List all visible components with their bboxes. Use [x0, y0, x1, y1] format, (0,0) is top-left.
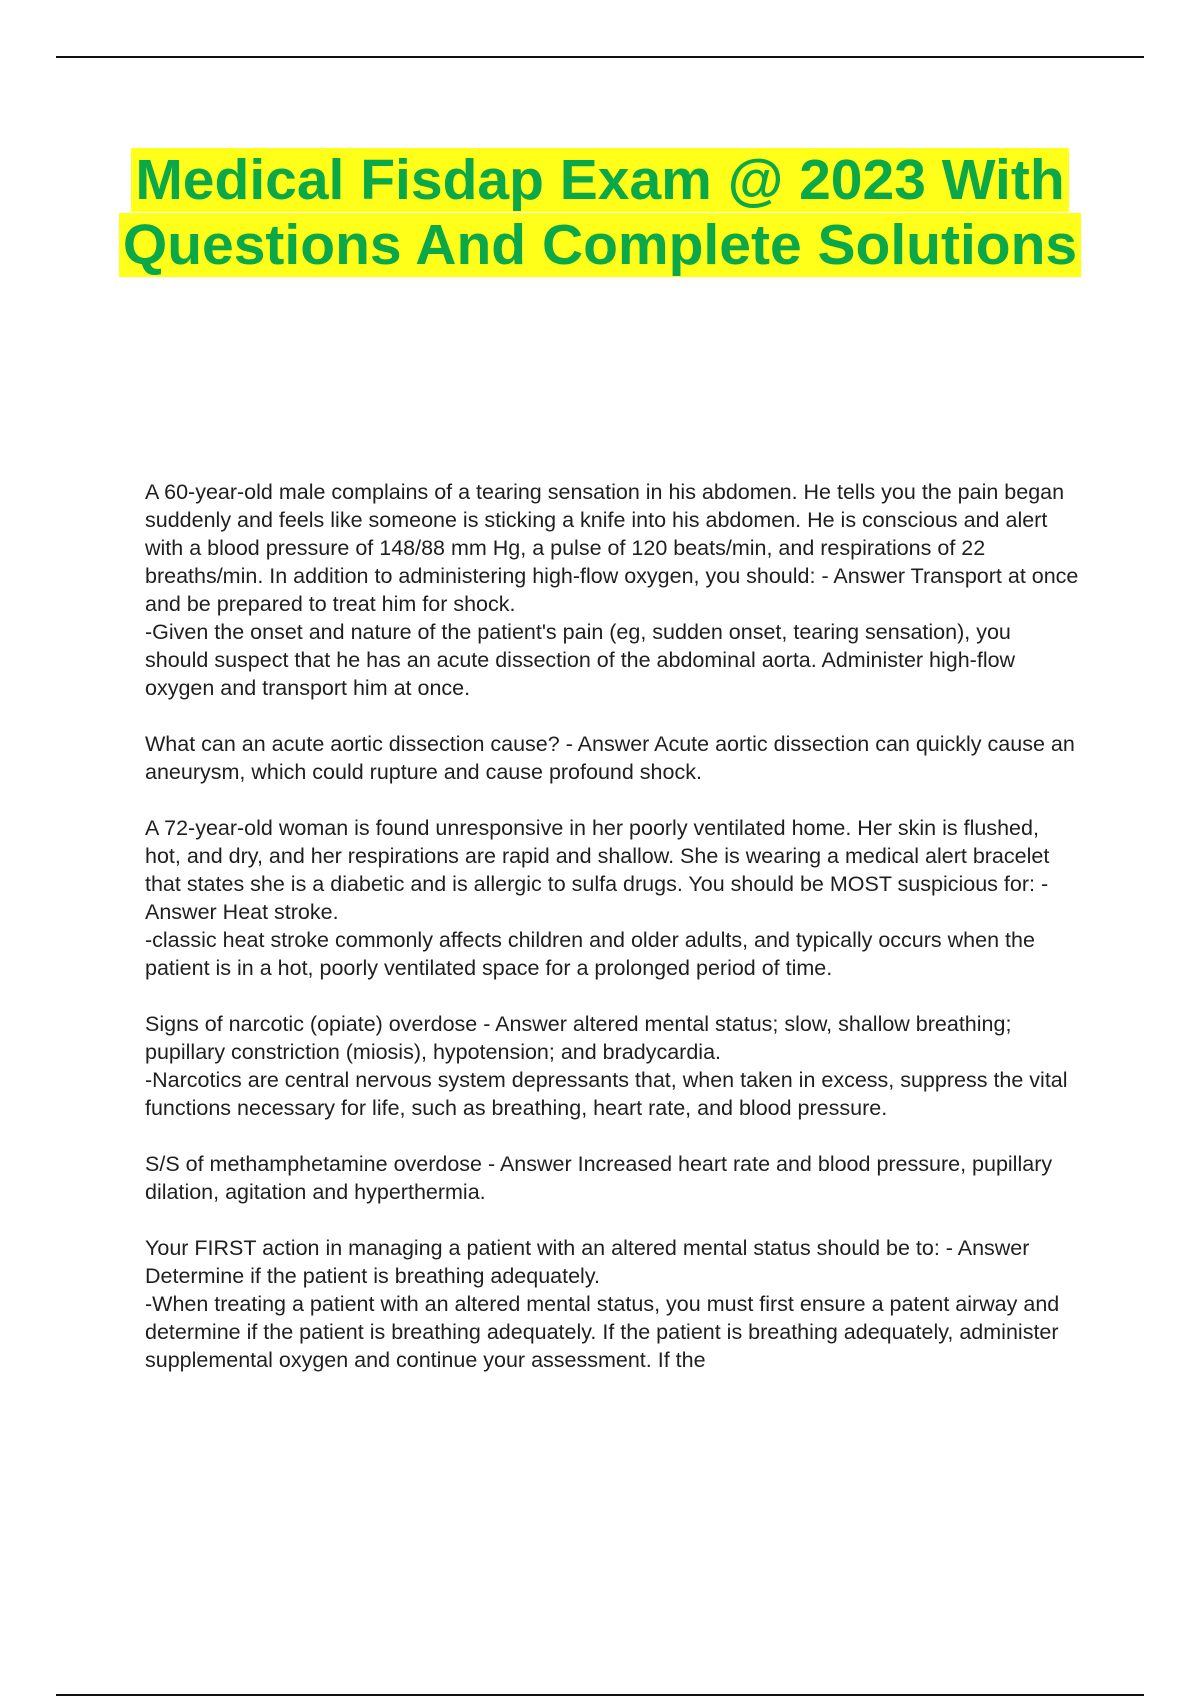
- rationale-text: -Narcotics are central nervous system depressants that, when taken in excess, suppress the vital functions necessary for life, such as breathing, heart rate, and blood pressure.: [145, 1068, 1068, 1120]
- question-text: What can an acute aortic dissection cause?: [145, 732, 560, 756]
- question-text: Signs of narcotic (opiate) overdose: [145, 1012, 478, 1036]
- document-title: [60, 148, 1140, 278]
- rationale-text: -classic heat stroke commonly affects children and older adults, and typically occurs when the patient is in a hot, poorly ventilated space for a prolonged period of time.: [145, 928, 1035, 980]
- answer-text: - Answer Determine if the patient is breathing adequately.: [145, 1236, 1030, 1288]
- answer-text: - Answer Acute aortic dissection can quickly cause an aneurysm, which could rupture and cause profound shock.: [145, 732, 1075, 784]
- question-text: A 60-year-old male complains of a tearing sensation in his abdomen. He tells you the pain began suddenly and feels like someone is sticking a knife into his abdomen. He is conscious and alert with a blood pressure of 148/88 mm Hg, a pulse of 120 beats/min, and respirations of 22 breaths/min. In addition to administering high-flow oxygen, you should:: [145, 480, 1065, 588]
- answer-text: - Answer Transport at once and be prepared to treat him for shock.: [145, 564, 1079, 616]
- rationale-text: -When treating a patient with an altered mental status, you must first ensure a patent airway and determine if the patient is breathing adequately. If the patient is breathing adequately, administer supplemental oxygen and continue your assessment. If the: [145, 1292, 1060, 1372]
- qa-entry-3: [145, 814, 1080, 982]
- question-text: S/S of methamphetamine overdose: [145, 1152, 483, 1176]
- answer-text: - Answer altered mental status; slow, shallow breathing; pupillary constriction (miosis), hypotension; and bradycardia.: [145, 1012, 1012, 1064]
- qa-list: [145, 478, 1080, 1402]
- header-rule: [56, 56, 1144, 58]
- question-text: A 72-year-old woman is found unresponsive in her poorly ventilated home. Her skin is flushed, hot, and dry, and her respirations are rapid and shallow. She is wearing a medical alert bracelet that states she is a diabetic and is allergic to sulfa drugs. You should be MOST suspicious for:: [145, 816, 1050, 896]
- qa-entry-6: [145, 1234, 1080, 1374]
- title-highlight: Medical Fisdap Exam @ 2023 With Questions And Complete Solutions: [119, 148, 1081, 277]
- qa-entry-2: [145, 730, 1080, 786]
- rationale-text: -Given the onset and nature of the patient's pain (eg, sudden onset, tearing sensation), you should suspect that he has an acute dissection of the abdominal aorta. Administer high-flow oxygen and transport him at once.: [145, 620, 1016, 700]
- qa-entry-5: [145, 1150, 1080, 1206]
- qa-entry-1: [145, 478, 1080, 702]
- question-text: Your FIRST action in managing a patient with an altered mental status should be to:: [145, 1236, 940, 1260]
- qa-entry-4: [145, 1010, 1080, 1122]
- footer-rule: [56, 1694, 1144, 1696]
- answer-text: - Answer Heat stroke.: [145, 872, 1049, 924]
- answer-text: - Answer Increased heart rate and blood pressure, pupillary dilation, agitation and hyperthermia.: [145, 1152, 1053, 1204]
